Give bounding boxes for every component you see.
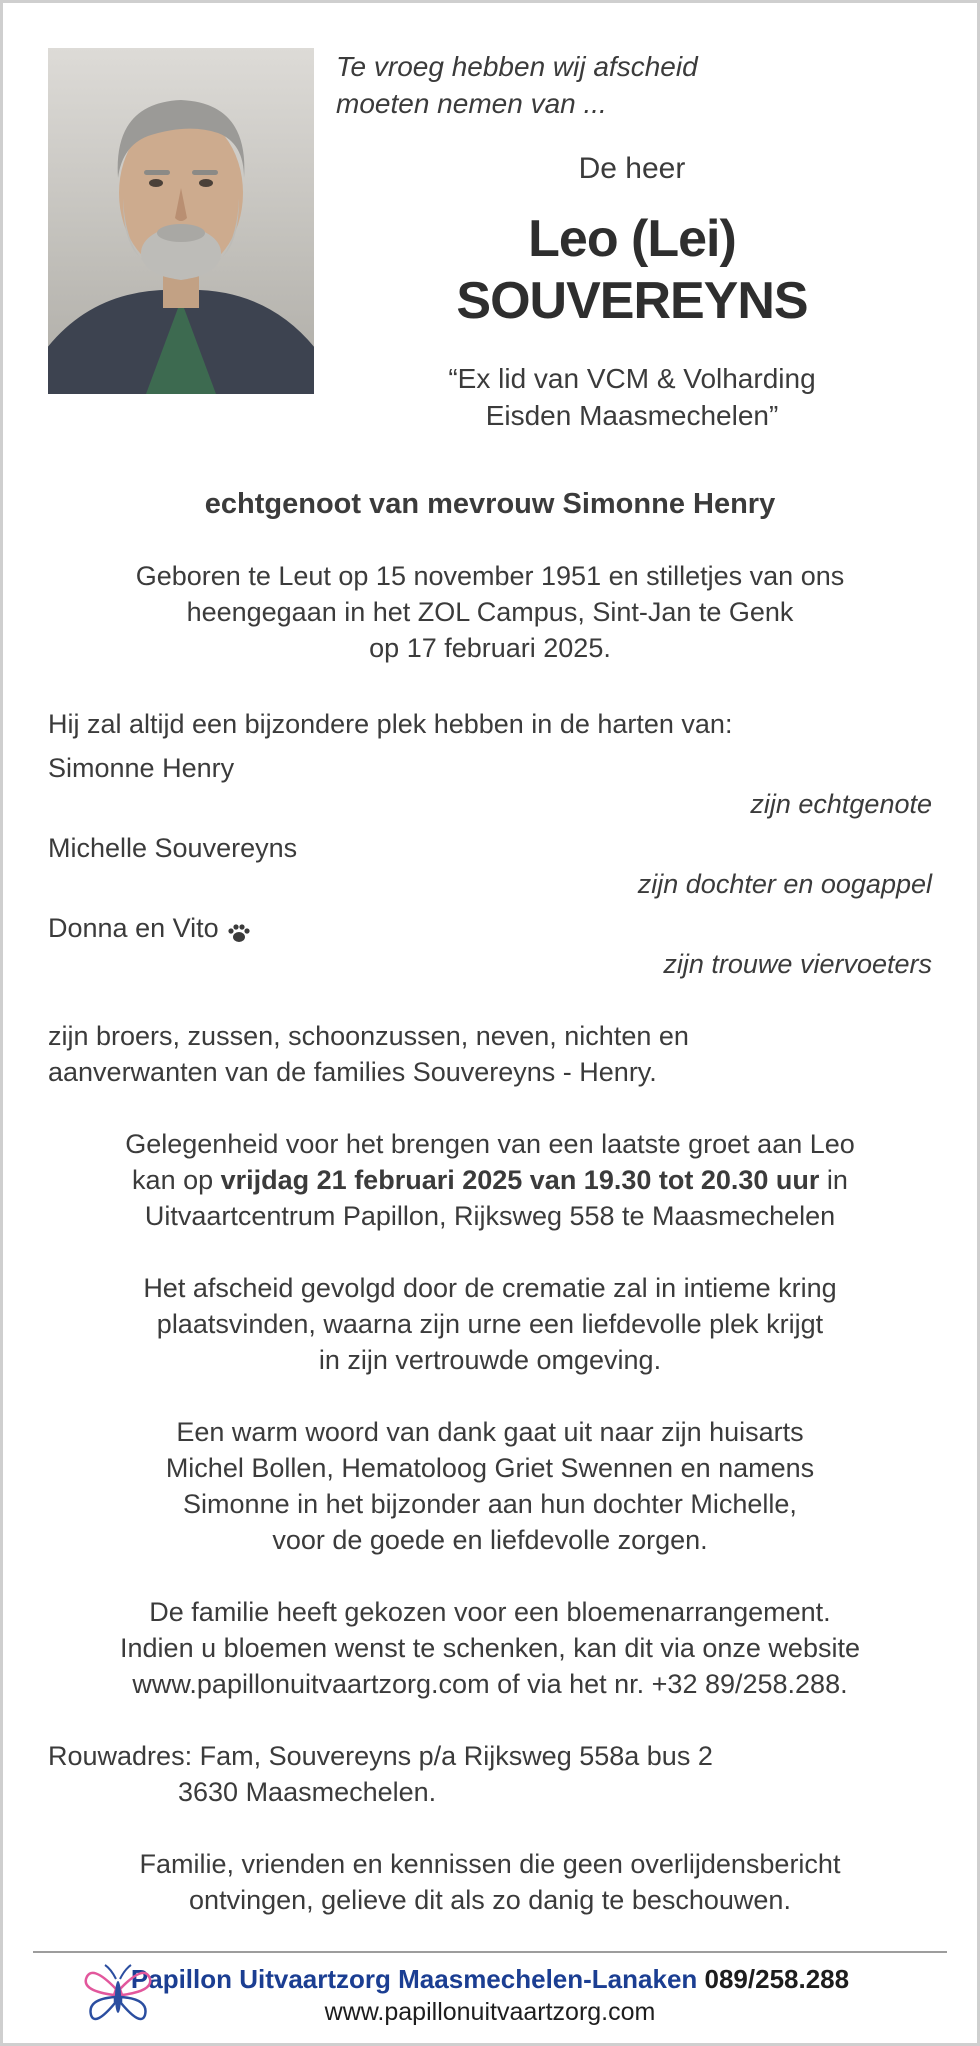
flowers-paragraph — [48, 1594, 932, 1702]
relation-role: zijn echtgenote — [750, 789, 932, 819]
intro-line: moeten nemen van ... — [336, 88, 607, 119]
thanks-line: voor de goede en liefdevolle zorgen. — [272, 1525, 708, 1555]
relation-row — [48, 910, 932, 982]
cremation-line: plaatsvinden, waarna zijn urne een liefdevolle plek krijgt — [156, 1309, 824, 1339]
relation-name: Michelle Souvereyns — [48, 833, 298, 863]
flowers-line: De familie heeft gekozen voor een bloemenarrangement. — [149, 1597, 831, 1627]
relation-role: zijn dochter en oogappel — [637, 869, 932, 899]
birth-line: Geboren te Leut op 15 november 1951 en stilletjes van ons — [135, 561, 845, 591]
birth-death-paragraph — [48, 558, 932, 666]
membership-quote-line: “Ex lid van VCM & Volharding — [448, 363, 816, 394]
deceased-first-name: Leo (Lei) — [528, 210, 736, 268]
mourning-address-line: 3630 Maasmechelen. — [178, 1777, 437, 1807]
footer — [33, 1951, 947, 2027]
header — [48, 48, 932, 434]
flowers-line: Indien u bloemen wenst te schenken, kan dit via onze website — [120, 1633, 860, 1663]
thanks-line: Michel Bollen, Hematoloog Griet Swennen en namens — [165, 1453, 815, 1483]
mourning-address — [48, 1738, 932, 1810]
cremation-line: in zijn vertrouwde omgeving. — [318, 1345, 662, 1375]
relation-row — [48, 830, 932, 902]
thanks-line: Simonne in het bijzonder aan hun dochter Michelle, — [183, 1489, 797, 1519]
cremation-line: Het afscheid gevolgd door de crematie zal in intieme kring — [143, 1273, 837, 1303]
closing-line: ontvingen, gelieve dit als zo danig te beschouwen. — [189, 1885, 791, 1915]
footer-website: www.papillonuitvaartzorg.com — [324, 1998, 656, 2026]
closing-line: Familie, vrienden en kennissen die geen overlijdensbericht — [139, 1849, 841, 1879]
farewell-datetime: vrijdag 21 februari 2025 van 19.30 tot 20.30 uur — [220, 1165, 820, 1195]
relation-name: Simonne Henry — [48, 753, 235, 783]
deceased-name — [332, 208, 932, 332]
footer-brand-line — [33, 1963, 947, 1995]
farewell-line: kan op vrijdag 21 februari 2025 van 19.30 tot 20.30 uur in — [132, 1165, 848, 1195]
salutation: De heer — [578, 152, 686, 185]
spouse-line: echtgenoot van mevrouw Simonne Henry — [204, 488, 776, 520]
farewell-line: Uitvaartcentrum Papillon, Rijksweg 558 te Maasmechelen — [144, 1201, 836, 1231]
thanks-line: Een warm woord van dank gaat uit naar zijn huisarts — [176, 1417, 804, 1447]
farewell-paragraph — [48, 1126, 932, 1234]
birth-line: op 17 februari 2025. — [369, 633, 611, 663]
footer-brand: Papillon Uitvaartzorg Maasmechelen-Lanaken — [130, 1964, 698, 1994]
relation-role: zijn trouwe viervoeters — [663, 949, 932, 979]
membership-quote — [332, 360, 932, 434]
relation-name: Donna en Vito — [48, 910, 932, 946]
thanks-paragraph — [48, 1414, 932, 1558]
deceased-last-name: SOUVEREYNS — [456, 272, 808, 330]
cremation-paragraph — [48, 1270, 932, 1378]
intro-text — [332, 48, 932, 122]
relations-list — [48, 750, 932, 982]
header-text — [314, 48, 932, 434]
family-paragraph — [48, 1018, 932, 1090]
hearts-intro: Hij zal altijd een bijzondere plek hebben in de harten van: — [48, 709, 733, 739]
paw-icon — [227, 917, 251, 939]
mourning-address-line: Rouwadres: Fam, Souvereyns p/a Rijksweg 558a bus 2 — [48, 1741, 713, 1771]
closing-paragraph — [48, 1846, 932, 1918]
butterfly-logo — [81, 1961, 155, 2027]
intro-line: Te vroeg hebben wij afscheid — [336, 51, 698, 82]
portrait-photo — [48, 48, 314, 394]
footer-phone: 089/258.288 — [704, 1964, 850, 1994]
portrait-photo-illustration — [48, 48, 314, 394]
relation-row — [48, 750, 932, 822]
farewell-line: Gelegenheid voor het brengen van een laatste groet aan Leo — [125, 1129, 855, 1159]
membership-quote-line: Eisden Maasmechelen” — [485, 400, 779, 431]
flowers-line: www.papillonuitvaartzorg.com of via het nr. +32 89/258.288. — [132, 1669, 848, 1699]
birth-line: heengegaan in het ZOL Campus, Sint-Jan te Genk — [186, 597, 794, 627]
family-line: aanverwanten van de families Souvereyns - Henry. — [48, 1057, 657, 1087]
family-line: zijn broers, zussen, schoonzussen, neven, nichten en — [48, 1021, 689, 1051]
